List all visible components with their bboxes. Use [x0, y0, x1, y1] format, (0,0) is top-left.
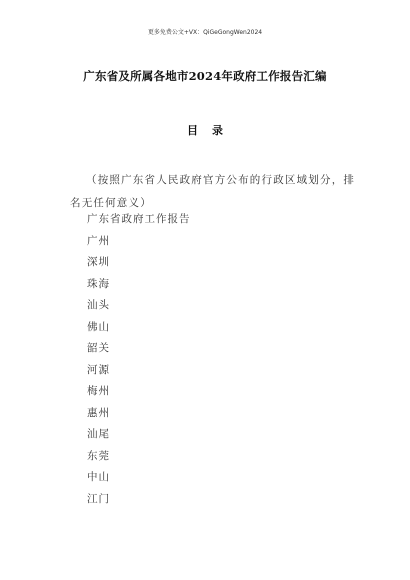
toc-item-zhuhai[interactable]: 珠海: [87, 277, 110, 290]
toc-item-province-report[interactable]: 广东省政府工作报告: [87, 213, 191, 225]
toc-item-huizhou[interactable]: 惠州: [87, 406, 110, 419]
toc-item-meizhou[interactable]: 梅州: [87, 385, 110, 397]
document-title: 广东省及所属各地市2024年政府工作报告汇编: [83, 69, 327, 83]
toc-item-shaoguan[interactable]: 韶关: [87, 342, 110, 354]
toc-item-foshan[interactable]: 佛山: [87, 320, 110, 333]
toc-list: [87, 213, 191, 514]
toc-item-shenzhen[interactable]: 深圳: [87, 256, 110, 268]
toc-item-guangzhou[interactable]: 广州: [87, 234, 110, 247]
header-note: 更多免费公文+VX：QiGeGongWen2024: [147, 29, 263, 36]
toc-heading: 目录: [187, 124, 237, 137]
toc-note: （按照广东省人民政府官方公布的行政区域划分，排名无任何意义）: [70, 174, 356, 209]
toc-item-shanwei[interactable]: 汕尾: [87, 428, 110, 440]
toc-item-jiangmen[interactable]: 江门: [87, 492, 110, 505]
toc-item-shantou[interactable]: 汕头: [87, 299, 110, 311]
toc-item-zhongshan[interactable]: 中山: [87, 471, 110, 483]
toc-item-heyuan[interactable]: 河源: [87, 363, 110, 376]
toc-item-dongguan[interactable]: 东莞: [87, 449, 110, 462]
